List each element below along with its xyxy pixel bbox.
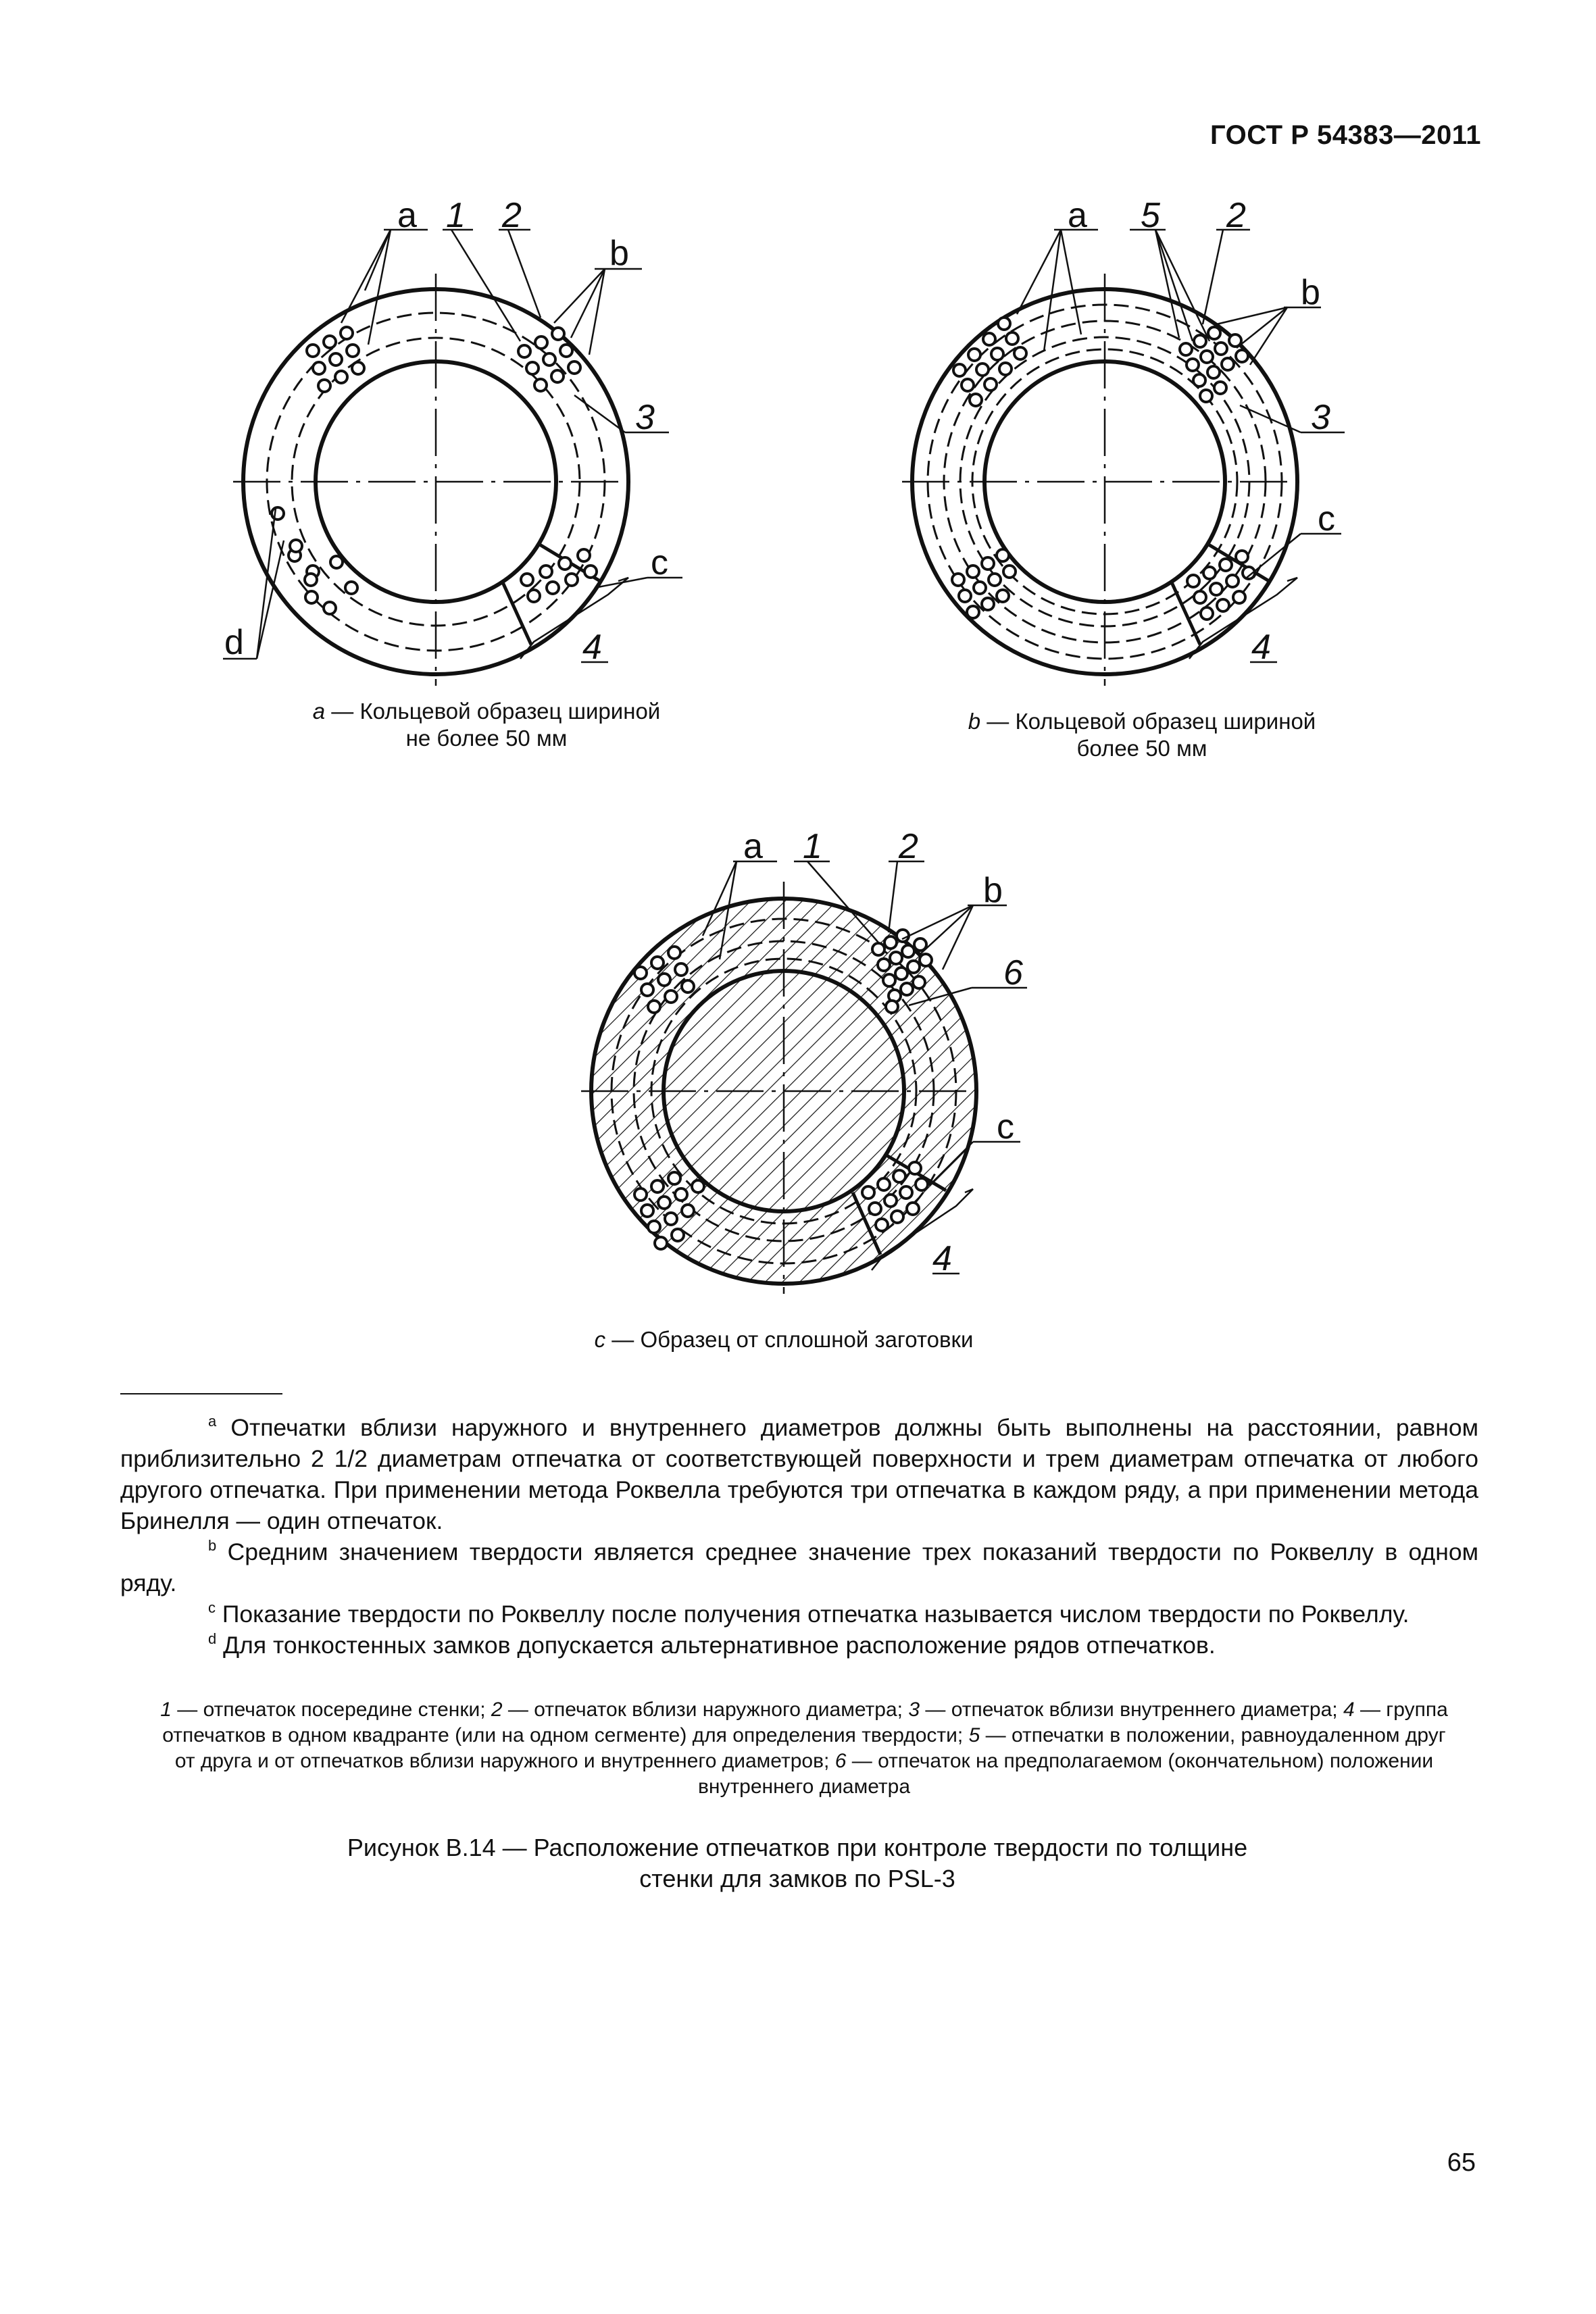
leader-lines-a [223,230,682,662]
caption-a-line1: — Кольцевой образец шириной [331,699,661,724]
svg-text:c: c [651,543,668,582]
footnote-c: $^c$ Показание твердости по Роквеллу после получения отпечатка называется числом твердости по Роквеллу. [208,1599,1410,1628]
svg-text:a: a [743,827,763,866]
caption-c [527,1326,1041,1353]
ring-specimen-b [902,274,1307,686]
caption-c-line1: — Образец от сплошной заготовки [612,1327,974,1352]
figure-legend: 1 — отпечаток посередине стенки; 2 — отпечаток вблизи наружного диаметра; 3 — отпечаток вблизи внутреннего диаметра; 4 — группа отпечатков в одном квадранте (или на одном сегменте) для определения твердости; 5 — отпечатки в положении, равноудаленном друг от друга и от отпечатков вблизи наружного и внутреннего диаметров; 6 — отпечаток на предполагаемом (окончательном) положении внутреннего диаметра [160,1699,1448,1798]
svg-text:2: 2 [1226,196,1246,235]
footnote-separator [120,1393,282,1394]
footnotes [120,1412,1478,1661]
svg-text:1: 1 [446,196,466,235]
svg-text:b: b [1301,273,1320,312]
svg-text:3: 3 [1311,398,1330,437]
document-header: ГОСТ Р 54383—2011 [1210,120,1481,150]
footnote-d: $^d$ Для тонкостенных замков допускается альтернативное расположение рядов отпечатков. [208,1630,1216,1659]
caption-b-letter: b [968,709,981,734]
labels-a [224,196,668,667]
footnote-b: $^b$ Средним значением твердости является среднее значение трех показаний твердости по Роквеллу в одном ряду. [120,1537,1478,1596]
caption-a [284,698,689,752]
svg-text:b: b [609,234,629,273]
svg-text:5: 5 [1141,196,1160,235]
caption-c-letter: c [594,1327,606,1352]
svg-text:4: 4 [582,628,602,667]
caption-b-line2: более 50 мм [1076,736,1207,761]
svg-text:a: a [397,196,417,235]
svg-text:2: 2 [502,196,522,235]
svg-text:a: a [1068,196,1087,235]
svg-text:2: 2 [899,827,918,866]
svg-text:3: 3 [635,398,655,437]
ring-specimen-a [233,274,639,686]
caption-b-line1: — Кольцевой образец шириной [987,709,1316,734]
svg-text:6: 6 [1003,953,1023,992]
indent-marks-a [272,327,597,614]
figure-title-line1: Рисунок В.14 — Расположение отпечатков при контроле твердости по толщине [347,1834,1248,1861]
svg-text:4: 4 [1251,628,1271,667]
svg-text:b: b [983,871,1003,910]
svg-text:1: 1 [803,827,822,866]
caption-a-line2: не более 50 мм [405,726,568,751]
svg-text:4: 4 [932,1239,952,1278]
caption-b [939,708,1345,762]
caption-a-letter: a [312,699,326,724]
svg-text:c: c [997,1107,1014,1147]
page-number: 65 [1447,2148,1476,2177]
svg-text:c: c [1318,499,1335,538]
figure-title-line2: стенки для замков по PSL-3 [639,1865,955,1892]
figure-title [203,1832,1392,1894]
footnote-a: $^a$ Отпечатки вблизи наружного и внутреннего диаметров должны быть выполнены на расстоянии, равном приблизительно 2 1/2 диаметрам отпечатка от соответствующей поверхности и трем диаметрам отпечатка от любого другого отпечатка. При применении метода Роквелла требуются три отпечатка в каждом ряду, а при применении метода Бринелля — один отпечаток. [120,1413,1478,1534]
svg-text:d: d [224,623,244,662]
